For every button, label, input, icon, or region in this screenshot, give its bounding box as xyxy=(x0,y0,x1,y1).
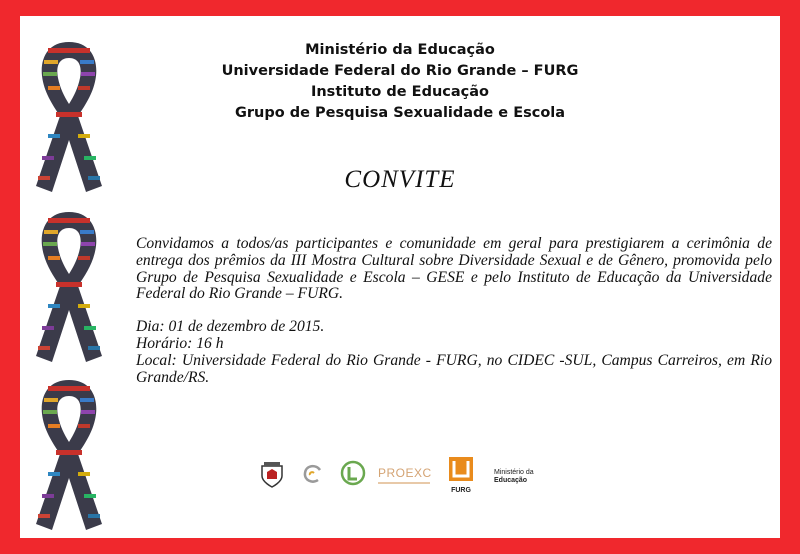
ribbon-shape xyxy=(36,380,102,530)
proexc-logo-text: PROEXC xyxy=(378,466,432,480)
furg-logo xyxy=(448,456,474,494)
invitation-card xyxy=(20,16,780,538)
mec-logo-line2: Educação xyxy=(494,477,528,484)
event-date: Dia: 01 de dezembro de 2015. xyxy=(136,318,325,336)
furg-logo-icon xyxy=(448,456,474,482)
header-line-university: Universidade Federal do Rio Grande – FURG xyxy=(221,63,579,79)
mec-logo xyxy=(494,469,534,485)
invitation-body xyxy=(136,236,772,386)
header-line-institute: Instituto de Educação xyxy=(310,84,490,100)
page-title: CONVITE xyxy=(344,166,456,193)
ribbon-shape xyxy=(36,212,102,362)
header-line-research-group: Grupo de Pesquisa Sexualidade e Escola xyxy=(234,105,566,121)
proexc-logo xyxy=(378,466,436,484)
invitation-paragraph: Convidamos a todos/as participantes e comunidade em geral para prestigiarem a cerimônia de entrega dos prêmios da III Mostra Cultural sobre Diversidade Sexual e de Gênero, promovida pelo Grupo de Pesquisa Sexualidade e Escola – GESE e pelo Instituto de Educação da Universidade Federal do Rio Grande – FURG. xyxy=(136,235,772,303)
ribbon-image-bottom xyxy=(26,374,112,534)
swirl-logo-icon xyxy=(300,462,326,486)
header-line-ministry: Ministério da Educação xyxy=(305,42,495,58)
crest-logo-icon xyxy=(258,460,286,488)
event-time: Horário: 16 h xyxy=(136,334,224,352)
institution-header xyxy=(20,40,780,124)
furg-logo-text: FURG xyxy=(451,487,471,494)
sponsor-logos xyxy=(20,456,780,494)
event-location: Local: Universidade Federal do Rio Grande - FURG, no CIDEC -SUL, Campus Carreiros, em Rio Grande/RS. xyxy=(136,351,772,386)
ribbon-image-middle xyxy=(26,206,112,366)
mec-logo-line1: Ministério da xyxy=(494,469,534,476)
green-circle-logo-icon xyxy=(340,460,366,486)
